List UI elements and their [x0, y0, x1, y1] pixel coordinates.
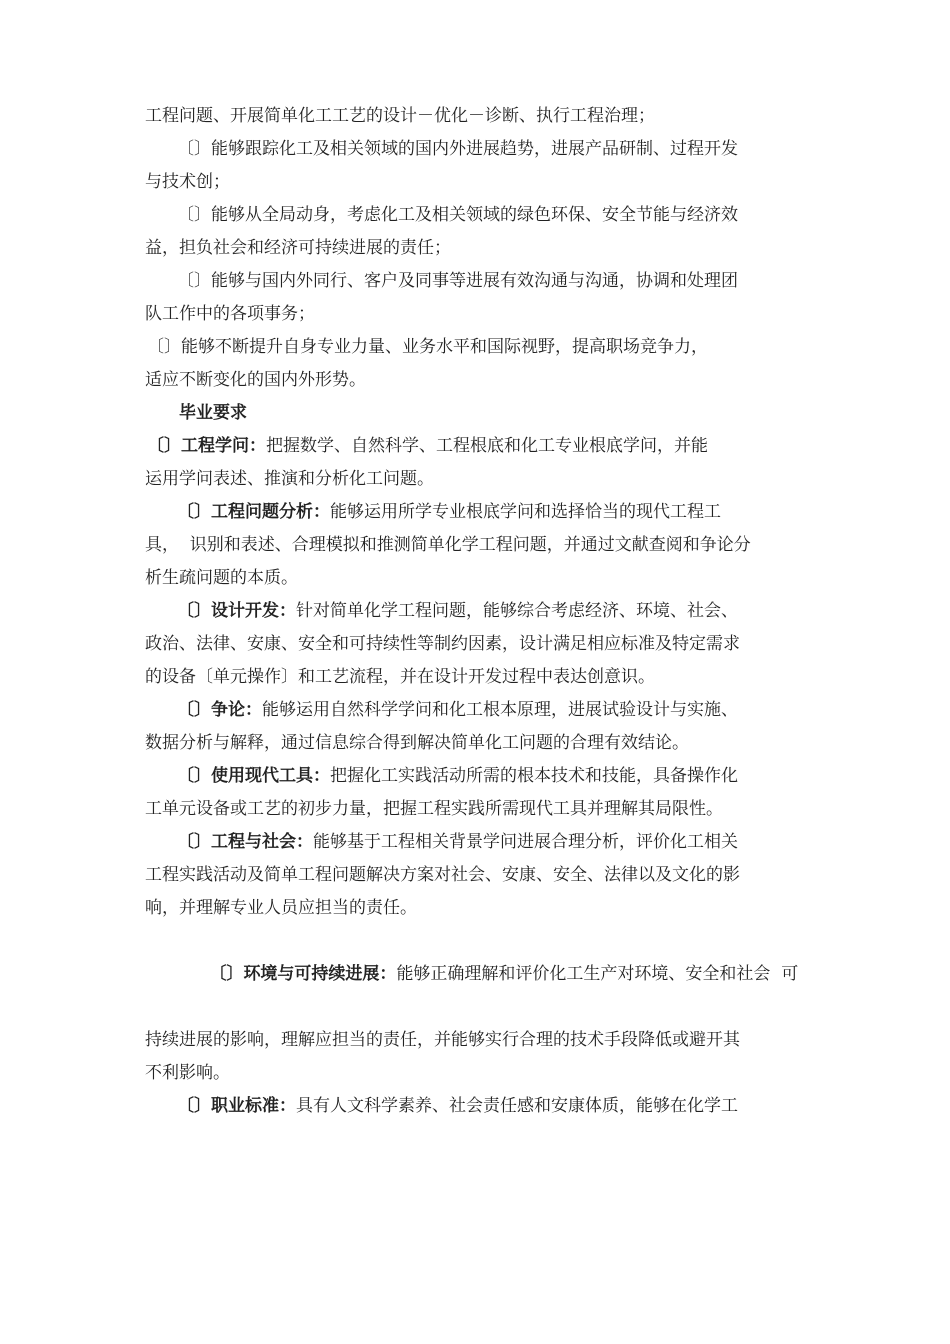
requirement-text: 能够运用所学专业根底学问和选择恰当的现代工程工	[330, 502, 721, 522]
text-line: 持续进展的影响，理解应担当的责任，并能够实行合理的技术手段降低或避开其	[145, 1030, 740, 1050]
text-line: 〔〕能够不断提升自身专业力量、业务水平和国际视野，提高职场竞争力，	[147, 337, 708, 357]
requirement-paragraph-4	[145, 760, 817, 826]
requirement-paragraph-1	[145, 496, 817, 595]
requirement-text: 具有人文科学素养、社会责任感和安康体质，能够在化学工	[296, 1096, 738, 1116]
requirement-first-line	[145, 925, 817, 1024]
goal-paragraph-2	[145, 199, 817, 265]
goal-paragraph-0	[145, 100, 817, 133]
text-line: 不利影响。	[145, 1063, 230, 1083]
requirement-marker: 〔〕	[177, 766, 211, 786]
section-heading: 毕业要求	[179, 403, 247, 423]
requirement-title: 争论：	[211, 700, 262, 720]
text-line: 析生疏问题的本质。	[145, 568, 298, 588]
requirement-title: 使用现代工具：	[211, 766, 330, 786]
requirement-text: 把握数学、自然科学、工程根底和化工专业根底学问，并能	[266, 436, 708, 456]
requirement-marker: 〔〕	[177, 502, 211, 522]
requirement-marker: 〔〕	[147, 436, 181, 456]
requirement-first-line	[145, 1090, 817, 1123]
requirement-first-line	[145, 760, 817, 793]
requirement-first-line	[145, 826, 817, 859]
requirement-text: 能够运用自然科学学问和化工根本原理，进展试验设计与实施、	[262, 700, 738, 720]
requirement-text: 把握化工实践活动所需的根本技术和技能，具备操作化	[330, 766, 738, 786]
requirement-paragraph-0	[145, 430, 817, 496]
requirement-text: 针对简单化学工程问题，能够综合考虑经济、环境、社会、	[296, 601, 738, 621]
text-line: 数据分析与解释，通过信息综合得到解决简单化工问题的合理有效结论。	[145, 733, 689, 753]
requirement-first-line	[145, 496, 817, 529]
requirement-title: 设计开发：	[211, 601, 296, 621]
text-line: 〔〕能够跟踪化工及相关领域的国内外进展趋势，进展产品研制、过程开发	[177, 139, 738, 159]
text-line: 队工作中的各项事务；	[145, 304, 315, 324]
requirement-title: 环境与可持续进展：	[243, 964, 397, 984]
text-line: 具， 识别和表述、合理模拟和推测简单化学工程问题，并通过文献查阅和争论分	[145, 535, 751, 555]
requirement-first-line	[145, 595, 817, 628]
requirement-title: 工程与社会：	[211, 832, 313, 852]
requirement-paragraph-3	[145, 694, 817, 760]
requirement-paragraph-7	[145, 1090, 817, 1123]
document-page	[145, 100, 817, 1123]
text-line: 益，担负社会和经济可持续进展的责任；	[145, 238, 451, 258]
goal-paragraph-3	[145, 265, 817, 331]
requirement-title: 工程学问：	[181, 436, 266, 456]
text-line: 的设备〔单元操作〕和工艺流程，并在设计开发过程中表达创意识。	[145, 667, 655, 687]
requirement-first-line	[145, 694, 817, 727]
text-line: 与技术创；	[145, 172, 230, 192]
text-line: 政治、法律、安康、安全和可持续性等制约因素，设计满足相应标准及特定需求	[145, 634, 740, 654]
text-line: 工程实践活动及简单工程问题解决方案对社会、安康、安全、法律以及文化的影	[145, 865, 740, 885]
requirement-title: 职业标准：	[211, 1096, 296, 1116]
requirement-marker: 〔〕	[209, 964, 244, 984]
requirement-marker: 〔〕	[177, 700, 211, 720]
requirement-paragraph-6	[145, 925, 817, 1090]
requirement-marker: 〔〕	[177, 601, 211, 621]
requirement-paragraph-5	[145, 826, 817, 925]
requirement-paragraph-2	[145, 595, 817, 694]
text-line: 适应不断变化的国内外形势。	[145, 370, 366, 390]
text-line: 〔〕能够从全局动身，考虑化工及相关领域的绿色环保、安全节能与经济效	[177, 205, 738, 225]
requirement-marker: 〔〕	[177, 832, 211, 852]
requirement-marker: 〔〕	[177, 1096, 211, 1116]
requirement-first-line	[145, 430, 817, 463]
text-line: 工程问题、开展简单化工工艺的设计－优化－诊断、执行工程治理；	[145, 106, 655, 126]
requirement-title: 工程问题分析：	[211, 502, 330, 522]
text-line: 运用学问表述、推演和分析化工问题。	[145, 469, 434, 489]
requirement-text: 能够基于工程相关背景学问进展合理分析，评价化工相关	[313, 832, 738, 852]
text-line: 响，并理解专业人员应担当的责任。	[145, 898, 417, 918]
text-line: 工单元设备或工艺的初步力量，把握工程实践所需现代工具并理解其局限性。	[145, 799, 723, 819]
requirement-text: 能够正确理解和评价化工生产对环境、安全和社会 可	[396, 964, 799, 984]
goal-paragraph-4	[145, 331, 817, 397]
text-line: 〔〕能够与国内外同行、客户及同事等进展有效沟通与沟通，协调和处理团	[177, 271, 738, 291]
goal-paragraph-1	[145, 133, 817, 199]
